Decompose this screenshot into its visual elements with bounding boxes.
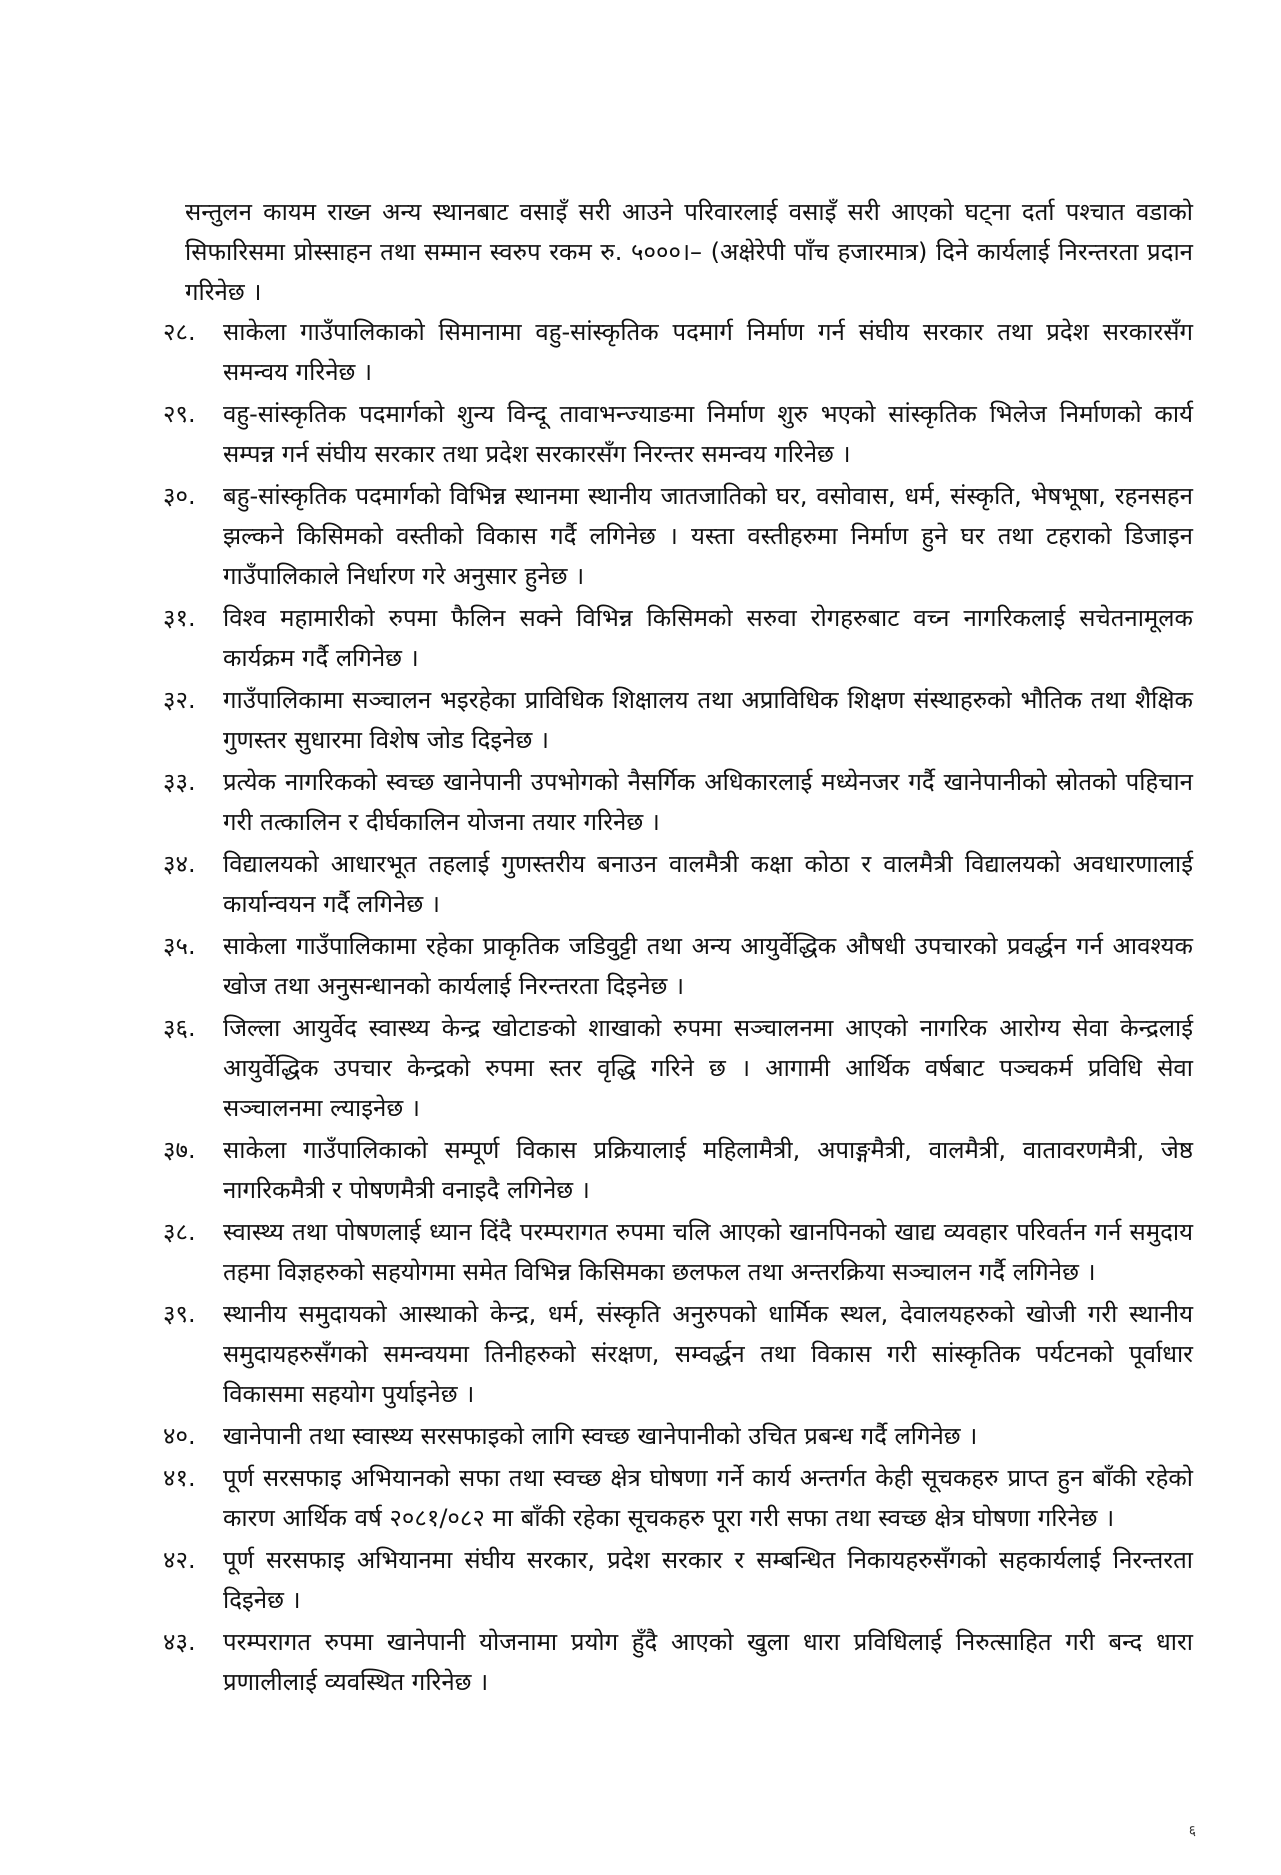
item-number: ४०. (163, 1422, 196, 1450)
numbered-list (163, 312, 1193, 1702)
item-number: २८. (163, 318, 196, 346)
item-text: खानेपानी तथा स्वास्थ्य सरसफाइको लागि स्वच्छ खानेपानीको उचित प्रबन्ध गर्दै लगिनेछ । (223, 1422, 978, 1450)
list-item (163, 1540, 1193, 1620)
list-item (163, 762, 1193, 842)
list-item (163, 1458, 1193, 1538)
item-number: ३०. (163, 482, 196, 510)
item-text: स्वास्थ्य तथा पोषणलाई ध्यान दिंदै परम्परागत रुपमा चलि आएको खानपिनको खाद्य व्यवहार परिवर्तन गर्न समुदाय तहमा विज्ञहरुको सहयोगमा समेत विभिन्न किसिमका छलफल तथा अन्तरक्रिया सञ्चालन गर्दै लगिनेछ । (223, 1218, 1193, 1286)
item-number: २९. (163, 400, 196, 428)
item-number: ३४. (163, 850, 196, 878)
item-text: गाउँपालिकामा सञ्चालन भइरहेका प्राविधिक शिक्षालय तथा अप्राविधिक शिक्षण संस्थाहरुको भौतिक तथा शैक्षिक गुणस्तर सुधारमा विशेष जोड दिइनेछ । (223, 686, 1193, 754)
item-number: ३५. (163, 932, 196, 960)
list-item (163, 844, 1193, 924)
list-item (163, 680, 1193, 760)
list-item (163, 1294, 1193, 1414)
item-text: वहु-सांस्कृतिक पदमार्गको शुन्य विन्दू तावाभन्ज्याङमा निर्माण शुरु भएको सांस्कृतिक भिलेज निर्माणको कार्य सम्पन्न गर्न संघीय सरकार तथा प्रदेश सरकारसँग निरन्तर समन्वय गरिनेछ । (223, 400, 1193, 468)
intro-paragraph: सन्तुलन कायम राख्न अन्य स्थानबाट वसाइँ सरी आउने परिवारलाई वसाइँ सरी आएको घट्ना दर्ता पश्चात वडाको सिफारिसमा प्रोस्साहन तथा सम्मान स्वरुप रकम रु. ५०००।– (अक्षेरेपी पाँच हजारमात्र) दिने कार्यलाई निरन्तरता प्रदान गरिनेछ । (185, 198, 1193, 306)
list-item (163, 1212, 1193, 1292)
item-text: साकेला गाउँपालिकाको सम्पूर्ण विकास प्रक्रियालाई महिलामैत्री, अपाङ्गमैत्री, वालमैत्री, वातावरणमैत्री, जेष्ठ नागरिकमैत्री र पोषणमैत्री वनाइदै लगिनेछ । (223, 1136, 1193, 1204)
item-text: परम्परागत रुपमा खानेपानी योजनामा प्रयोग हुँदै आएको खुला धारा प्रविधिलाई निरुत्साहित गरी बन्द धारा प्रणालीलाई व्यवस्थित गरिनेछ । (223, 1628, 1193, 1696)
list-item (163, 598, 1193, 678)
list-item (163, 926, 1193, 1006)
list-item (163, 1130, 1193, 1210)
item-text: बहु-सांस्कृतिक पदमार्गको विभिन्न स्थानमा स्थानीय जातजातिको घर, वसोवास, धर्म, संस्कृति, भेषभूषा, रहनसहन झल्कने किसिमको वस्तीको विकास गर्दै लगिनेछ । यस्ता वस्तीहरुमा निर्माण हुने घर तथा टहराको डिजाइन गाउँपालिकाले निर्धारण गरे अनुसार हुनेछ । (223, 482, 1193, 590)
item-number: ४२. (163, 1546, 196, 1574)
item-text: प्रत्येक नागरिकको स्वच्छ खानेपानी उपभोगको नैसर्गिक अधिकारलाई मध्येनजर गर्दै खानेपानीको स्रोतको पहिचान गरी तत्कालिन र दीर्घकालिन योजना तयार गरिनेछ । (223, 768, 1193, 836)
item-text: साकेला गाउँपालिकामा रहेका प्राकृतिक जडिवुट्टी तथा अन्य आयुर्वेद्धिक औषधी उपचारको प्रवर्द्धन गर्न आवश्यक खोज तथा अनुसन्धानको कार्यलाई निरन्तरता दिइनेछ । (223, 932, 1193, 1000)
item-number: ३२. (163, 686, 196, 714)
item-number: ४१. (163, 1464, 196, 1492)
item-text: विद्यालयको आधारभूत तहलाई गुणस्तरीय बनाउन वालमैत्री कक्षा कोठा र वालमैत्री विद्यालयको अवधारणालाई कार्यान्वयन गर्दै लगिनेछ । (223, 850, 1193, 918)
document-body (163, 168, 1193, 1704)
list-item (163, 394, 1193, 474)
item-number: ४३. (163, 1628, 196, 1656)
list-item (163, 476, 1193, 596)
item-number: ३९. (163, 1300, 196, 1328)
item-text: पूर्ण सरसफाइ अभियानमा संघीय सरकार, प्रदेश सरकार र सम्बन्धित निकायहरुसँगको सहकार्यलाई निरन्तरता दिइनेछ । (223, 1546, 1193, 1614)
item-text: पूर्ण सरसफाइ अभियानको सफा तथा स्वच्छ क्षेत्र घोषणा गर्ने कार्य अन्तर्गत केही सूचकहरु प्राप्त हुन बाँकी रहेको कारण आर्थिक वर्ष २०८१/०८२ मा बाँकी रहेका सूचकहरु पूरा गरी सफा तथा स्वच्छ क्षेत्र घोषणा गरिनेछ । (223, 1464, 1193, 1532)
item-text: विश्व महामारीको रुपमा फैलिन सक्ने विभिन्न किसिमको सरुवा रोगहरुबाट वच्न नागरिकलाई सचेतनामूलक कार्यक्रम गर्दै लगिनेछ । (223, 604, 1193, 672)
page-number: ६ (1188, 1823, 1196, 1839)
item-number: ३३. (163, 768, 196, 796)
list-item (163, 1008, 1193, 1128)
list-item (163, 312, 1193, 392)
item-text: स्थानीय समुदायको आस्थाको केन्द्र, धर्म, संस्कृति अनुरुपको धार्मिक स्थल, देवालयहरुको खोजी गरी स्थानीय समुदायहरुसँगको समन्वयमा तिनीहरुको संरक्षण, सम्वर्द्धन तथा विकास गरी सांस्कृतिक पर्यटनको पूर्वाधार विकासमा सहयोग पुर्याइनेछ । (223, 1300, 1193, 1408)
list-item (163, 1622, 1193, 1702)
item-text: साकेला गाउँपालिकाको सिमानामा वहु-सांस्कृतिक पदमार्ग निर्माण गर्न संघीय सरकार तथा प्रदेश सरकारसँग समन्वय गरिनेछ । (223, 318, 1193, 386)
item-number: ३७. (163, 1136, 196, 1164)
item-text: जिल्ला आयुर्वेद स्वास्थ्य केन्द्र खोटाङको शाखाको रुपमा सञ्चालनमा आएको नागरिक आरोग्य सेवा केन्द्रलाई आयुर्वेद्धिक उपचार केन्द्रको रुपमा स्तर वृद्धि गरिने छ । आगामी आर्थिक वर्षबाट पञ्चकर्म प्रविधि सेवा सञ्चालनमा ल्याइनेछ । (223, 1014, 1193, 1122)
item-number: ३६. (163, 1014, 196, 1042)
list-item (163, 1416, 1193, 1456)
item-number: ३१. (163, 604, 196, 632)
item-number: ३८. (163, 1218, 196, 1246)
